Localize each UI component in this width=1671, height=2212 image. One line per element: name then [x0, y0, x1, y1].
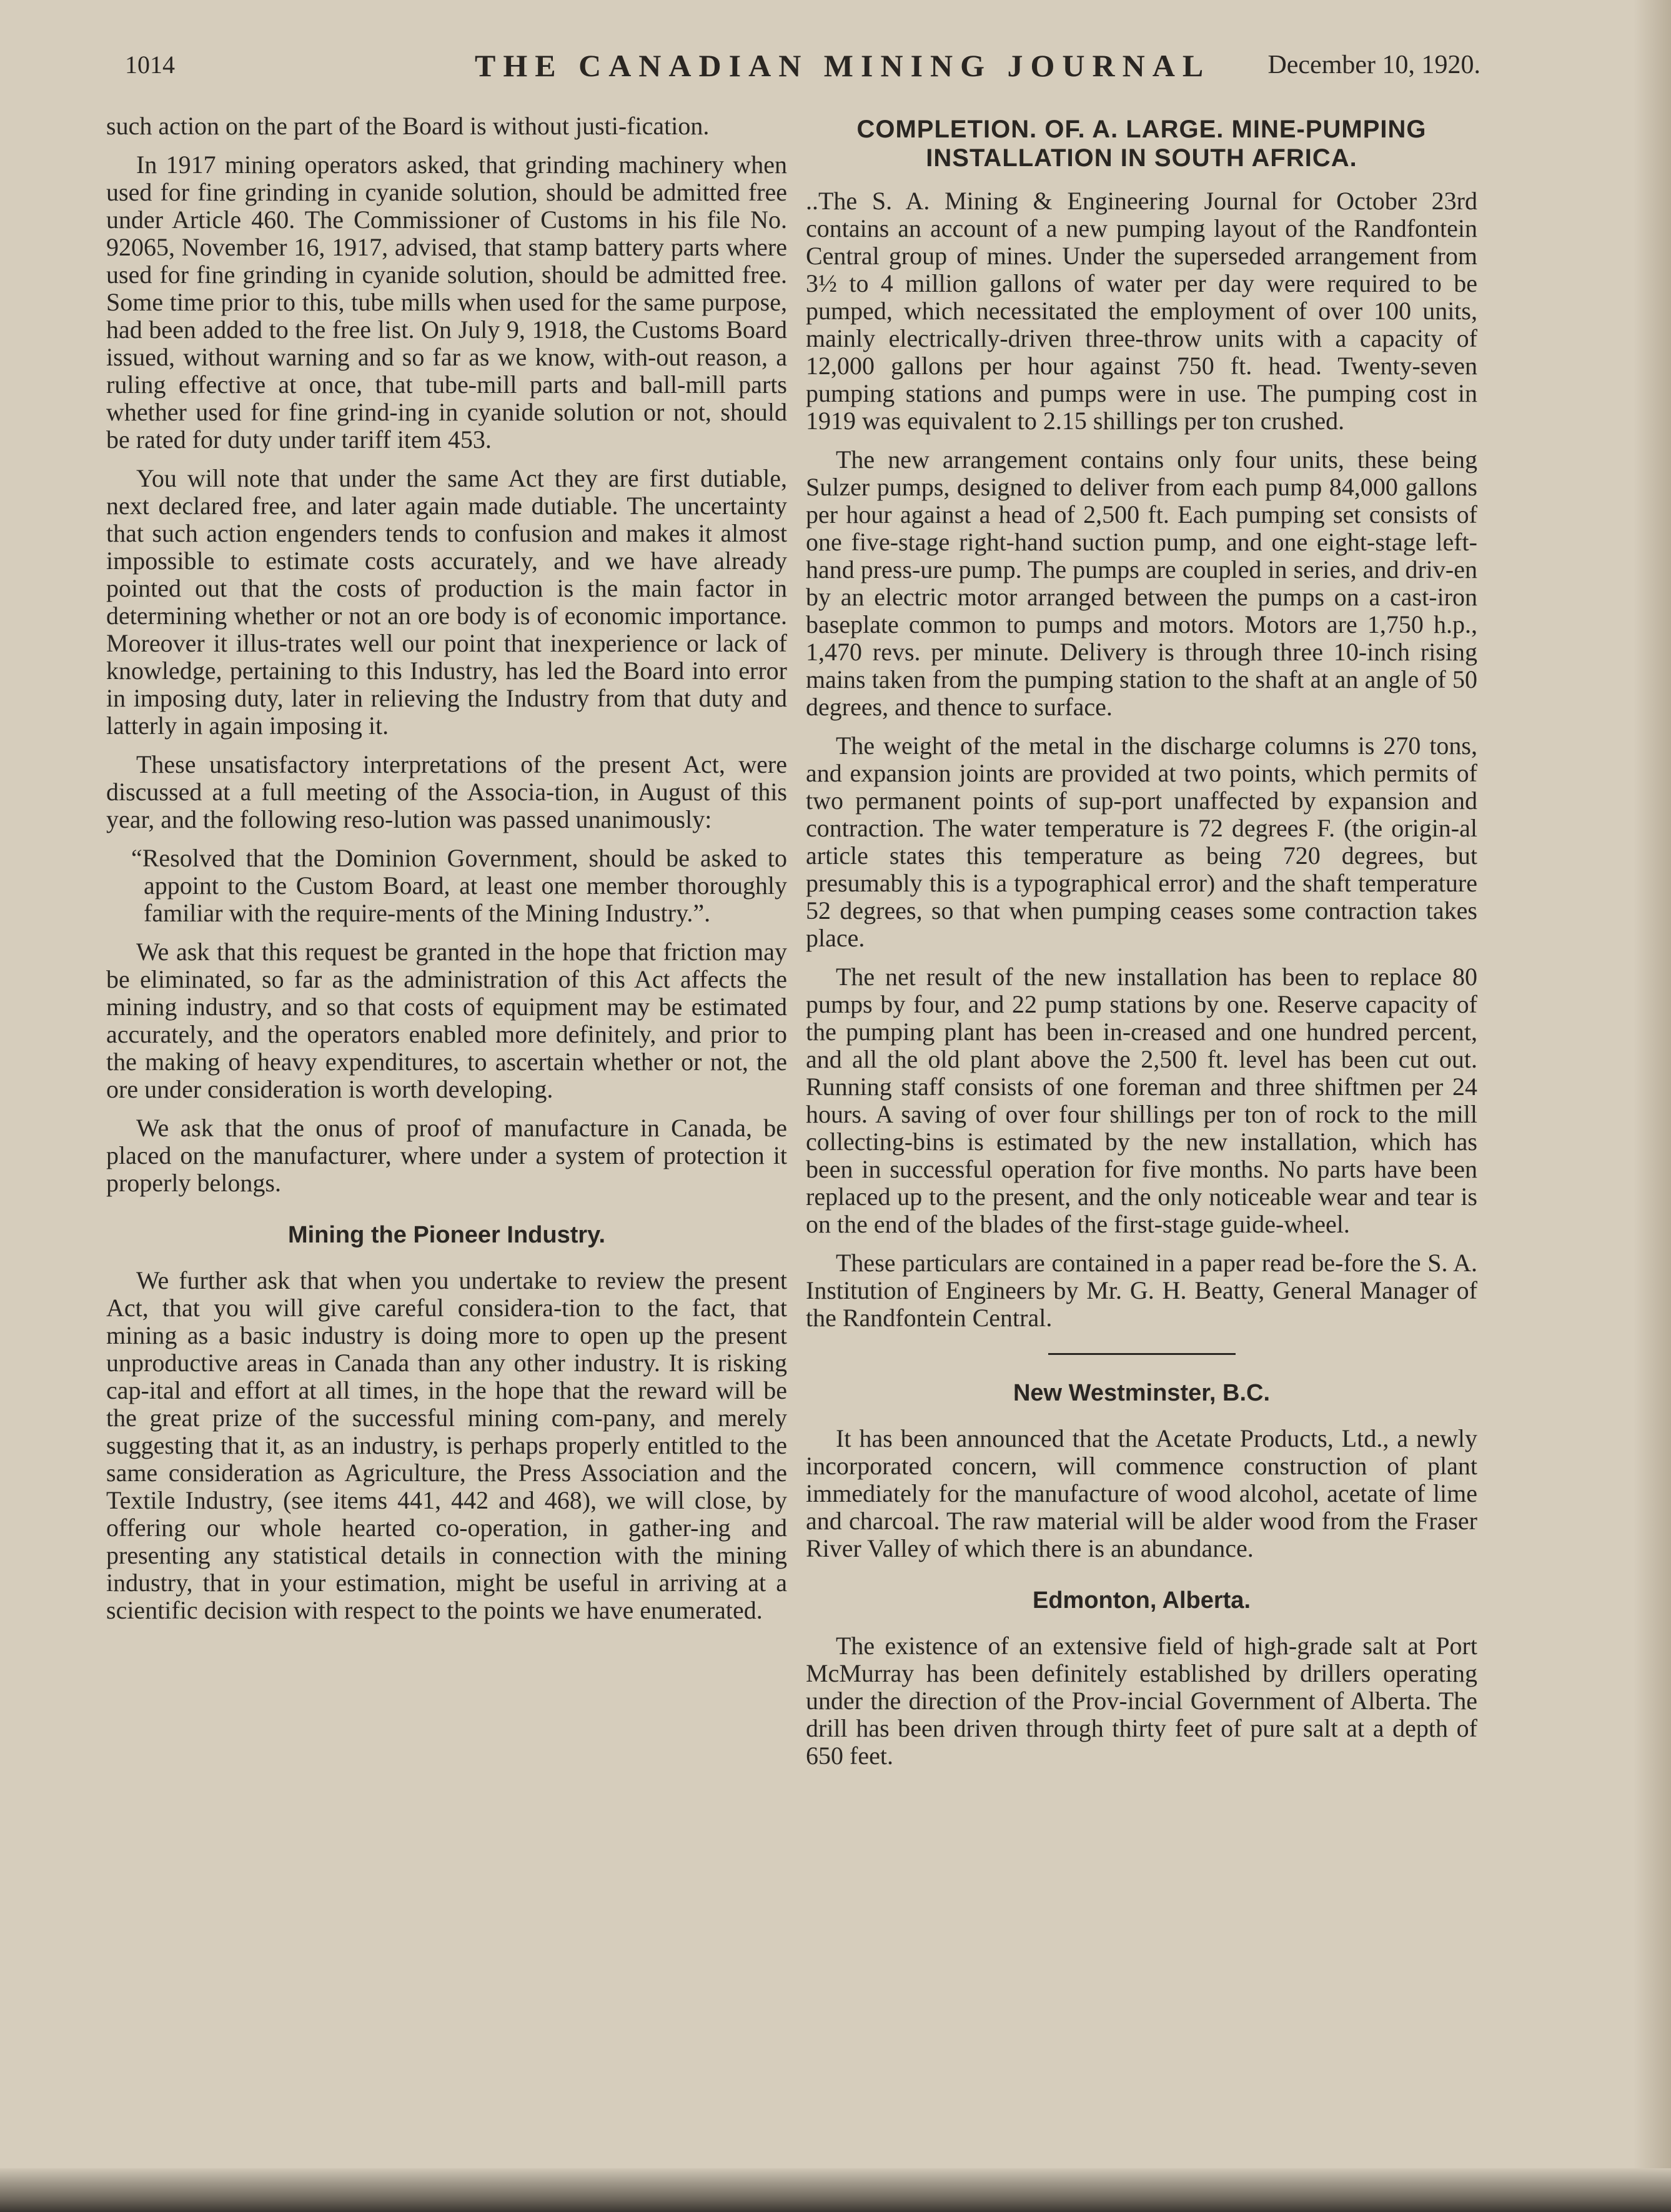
issue-date: December 10, 1920. [1267, 51, 1480, 79]
resolution-quote [131, 844, 787, 927]
article-title-line-2: INSTALLATION IN SOUTH AFRICA. [926, 144, 1357, 172]
running-header [125, 44, 1480, 100]
paragraph: The weight of the metal in the discharge columns is 270 tons, and expansion joints are provided at two points, which permits of two permanent points of sup-port unaffected by expansion and contraction. The water temperature is 72 degrees F. (the origin-al article states this temperature as being 720 degrees, but presumably this is a typographical error) and the shaft temperature 52 degrees, so that when pumping ceases some contraction takes place. [806, 732, 1477, 952]
paragraph: ..The S. A. Mining & Engineering Journal for October 23rd contains an account of a new pumping layout of the Randfontein Central group of mines. Under the superseded arrangement from 3½ to 4 million gallons of water per day were required to be pumped, which necessitated the employment of over 100 units, mainly electrically-driven three-throw units with a capacity of 12,000 gallons per hour against 750 ft. head. Twenty-seven pumping stations and pumps were in use. The pumping cost in 1919 was equivalent to 2.15 shillings per ton crushed. [806, 187, 1477, 435]
paragraph: The existence of an extensive field of high-grade salt at Port McMurray has been definitely established by drillers operating under the direction of the Prov-incial Government of Alberta. The drill has been driven through thirty feet of pure salt at a depth of 650 feet. [806, 1632, 1477, 1770]
journal-title: THE CANADIAN MINING JOURNAL [475, 48, 1211, 83]
paragraph: These unsatisfactory interpretations of the present Act, were discussed at a full meeting of the Associa-tion, in August of this year, and the following reso-lution was passed unanimously: [106, 750, 787, 833]
paragraph: These particulars are contained in a paper read be-fore the S. A. Institution of Engineers by Mr. G. H. Beatty, General Manager of the Randfontein Central. [806, 1249, 1477, 1332]
article-title-line-1: COMPLETION. OF. A. LARGE. MINE-PUMPING [856, 116, 1427, 143]
paragraph: We ask that the onus of proof of manufacture in Canada, be placed on the manufacturer, where under a system of protection it properly belongs. [106, 1114, 787, 1197]
paragraph: In 1917 mining operators asked, that grinding machinery when used for fine grinding in cyanide solution, should be admitted free under Article 460. The Commissioner of Customs in his file No. 92065, November 16, 1917, advised, that stamp battery parts where used for fine grinding in cyanide solution, should be admitted free. Some time prior to this, tube mills when used for the same purpose, had been added to the free list. On July 9, 1918, the Customs Board issued, without warning and so far as we know, with-out reason, a ruling effective at once, that tube-mill parts and ball-mill parts whether used for fine grind-ing in cyanide solution or not, should be rated for duty under tariff item 453. [106, 151, 787, 454]
paragraph: The new arrangement contains only four units, these being Sulzer pumps, designed to deliver from each pump 84,000 gallons per hour against a head of 2,500 ft. Each pumping set consists of one five-stage right-hand suction pump, and one eight-stage left-hand press-ure pump. The pumps are coupled in series, and driv-en by an electric motor arranged between the pumps on a cast-iron baseplate common to pumps and motors. Motors are 1,750 h.p., 1,470 revs. per minute. Delivery is through three 10-inch rising mains taken from the pumping station to the shaft at an angle of 50 degrees, and thence to surface. [806, 445, 1477, 721]
article-title [806, 115, 1477, 172]
divider-rule [1048, 1353, 1236, 1355]
left-column [106, 112, 787, 1635]
section-heading: Mining the Pioneer Industry. [287, 1222, 606, 1248]
right-column [806, 112, 1477, 1781]
resolution-text: “Resolved that the Dominion Government, should be asked to appoint to the Custom Board, at least one member thoroughly familiar with the require-ments of the Mining Industry.”. [131, 844, 787, 927]
paragraph: The net result of the new installation has been to replace 80 pumps by four, and 22 pump stations by one. Reserve capacity of the pumping plant has been in-creased and one hundred percent, and all the old plant above the 2,500 ft. level has been cut out. Running staff consists of one foreman and three shiftmen per 24 hours. A saving of over four shillings per ton of rock to the mill collecting-bins is estimated by the new installation, which has been in successful operation for five months. No parts have been replaced up to the present, and the only noticeable wear and tear is on the end of the blades of the first-stage guide-wheel. [806, 963, 1477, 1238]
paragraph: We further ask that when you undertake to review the present Act, that you will give careful considera-tion to the fact, that mining as a basic industry is doing more to open up the present unproductive areas in Canada than any other industry. It is risking cap-ital and effort at all times, in the hope that the reward will be the great prize of the successful mining com-pany, and merely suggesting that it, as an industry, is perhaps properly entitled to the same consideration as Agriculture, the Press Association and the Textile Industry, (see items 441, 442 and 468), we will close, by offering our whole hearted co-operation, in gather-ing and presenting any statistical details in connection with the mining industry, that in your estimation, might be useful in arriving at a scientific decision with respect to the points we have enumerated. [106, 1266, 787, 1624]
paragraph: You will note that under the same Act they are first dutiable, next declared free, and later again made dutiable. The uncertainty that such action engenders tends to confusion and makes it almost impossible to estimate costs accurately, and we have already pointed out that the costs of production is the main factor in determining whether or not an ore body is of economic importance. Moreover it illus-trates well our point that inexperience or lack of knowledge, pertaining to this Industry, has led the Board into error in imposing duty, later in relieving the Industry from that duty and latterly in again imposing it. [106, 464, 787, 740]
paragraph: such action on the part of the Board is without justi-fication. [106, 112, 710, 140]
page-edge-shadow [1634, 0, 1671, 2212]
news-heading-new-westminster: New Westminster, B.C. [1013, 1380, 1271, 1406]
news-heading-edmonton: Edmonton, Alberta. [1032, 1587, 1251, 1614]
page-number: 1014 [125, 51, 175, 79]
paragraph: It has been announced that the Acetate Products, Ltd., a newly incorporated concern, will commence construction of plant immediately for the manufacture of wood alcohol, acetate of lime and charcoal. The raw material will be alder wood from the Fraser River Valley of which there is an abundance. [806, 1424, 1477, 1562]
page-edge-bottom [0, 2168, 1671, 2212]
paragraph: We ask that this request be granted in the hope that friction may be eliminated, so far as the administration of this Act affects the mining industry, and so that costs of equipment may be estimated accurately, and the operators enabled more definitely, and prior to the making of heavy expenditures, to ascertain whether or not, the ore under consideration is worth developing. [106, 938, 787, 1103]
